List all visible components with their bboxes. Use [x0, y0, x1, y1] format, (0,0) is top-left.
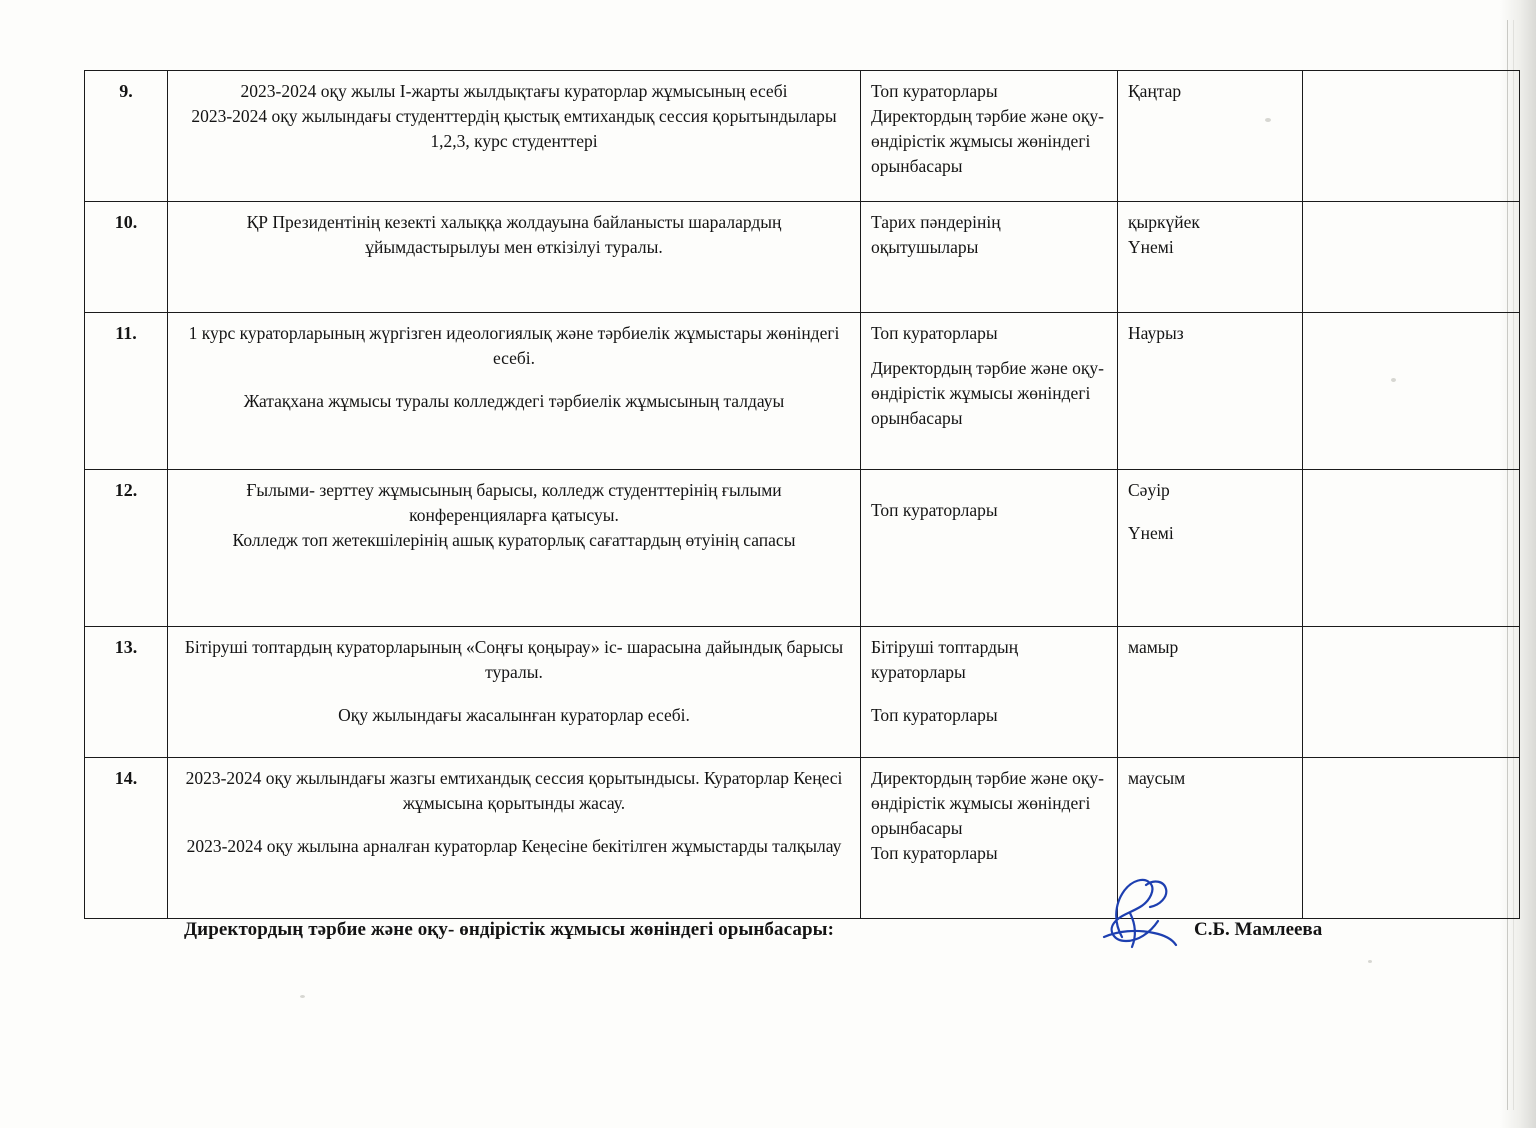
row-mark-cell — [1303, 758, 1520, 919]
signature-name: С.Б. Мамлеева — [1194, 919, 1323, 940]
row-responsible-cell — [861, 71, 1118, 202]
topic-line: Оқу жылындағы жасалынған кураторлар есебі. — [338, 704, 690, 725]
work-plan-table — [84, 70, 1520, 919]
date-line: Үнемі — [1128, 236, 1174, 257]
date-line: Наурыз — [1128, 323, 1184, 343]
responsible-line: Тарих пәндерінің оқытушылары — [871, 212, 1001, 257]
row-number: 11. — [115, 323, 137, 343]
topic-line: ҚР Президентінің кезекті халыққа жолдауына байланысты шаралардың ұйымдастырылуы мен өткізілуі туралы. — [246, 212, 782, 257]
row-date-cell — [1118, 313, 1303, 470]
row-responsible-cell — [861, 313, 1118, 470]
handwritten-signature-icon — [1084, 865, 1214, 955]
responsible-line: Топ кураторлары — [871, 81, 998, 101]
spacer — [178, 816, 850, 834]
row-topic-cell — [168, 313, 861, 470]
row-date-cell — [1118, 470, 1303, 627]
topic-line: Ғылыми- зерттеу жұмысының барысы, колледж студенттерінің ғылыми конференцияларға қатысуы. — [246, 480, 782, 525]
row-topic-cell — [168, 470, 861, 627]
date-line: қыркүйек — [1128, 212, 1200, 232]
responsible-line: Топ кураторлары — [871, 704, 998, 725]
row-responsible-cell — [861, 758, 1118, 919]
responsible-line: Директордың тәрбие және оқу- өндірістік жұмысы жөніндегі орынбасары — [871, 105, 1104, 176]
table-row — [85, 313, 1520, 470]
row-responsible-cell — [861, 202, 1118, 313]
row-topic-cell — [168, 758, 861, 919]
responsible-line: Топ кураторлары — [871, 500, 998, 520]
date-line: Қаңтар — [1128, 81, 1182, 101]
date-line: Үнемі — [1128, 522, 1174, 543]
date-line: маусым — [1128, 768, 1186, 788]
topic-line: 1 курс кураторларының жүргізген идеологиялық және тәрбиелік жұмыстары жөніндегі есебі. — [188, 323, 840, 368]
row-responsible-cell — [861, 470, 1118, 627]
row-topic-cell — [168, 627, 861, 758]
topic-line: 2023-2024 оқу жылына арналған кураторлар Кеңесіне бекітілген жұмыстарды талқылау — [186, 835, 842, 856]
table-row — [85, 470, 1520, 627]
topic-line: 2023-2024 оқу жылы І-жарты жылдықтағы кураторлар жұмысының есебі — [240, 81, 788, 101]
date-line: мамыр — [1128, 637, 1179, 657]
spacer — [178, 371, 850, 389]
row-mark-cell — [1303, 470, 1520, 627]
row-date-cell — [1118, 202, 1303, 313]
date-line: Сәуір — [1128, 480, 1170, 500]
signature-title: Директордың тәрбие және оқу- өндірістік жұмысы жөніндегі орынбасары: — [184, 919, 835, 940]
topic-line: Бітіруші топтардың кураторларының «Соңғы қоңырау» іс- шарасына дайындық барысы туралы. — [184, 637, 844, 682]
row-number-cell — [85, 71, 168, 202]
topic-line: 2023-2024 оқу жылындағы жазгы емтихандық сессия қорытындысы. Кураторлар Кеңесі жұмысына қорытынды жасау. — [185, 768, 843, 813]
row-number: 10. — [114, 212, 138, 232]
topic-line: Жатақхана жұмысы туралы колледждегі тәрбиелік жұмысының талдауы — [243, 390, 785, 411]
row-number-cell — [85, 627, 168, 758]
row-number-cell — [85, 313, 168, 470]
row-number-cell — [85, 202, 168, 313]
topic-line: Колледж топ жетекшілерінің ашық кураторлық сағаттардың өтуінің сапасы — [232, 529, 796, 550]
responsible-line: Топ кураторлары — [871, 842, 998, 863]
row-topic-cell — [168, 202, 861, 313]
spacer — [871, 346, 1107, 356]
row-number: 13. — [114, 637, 138, 657]
table-row — [85, 71, 1520, 202]
row-number: 12. — [114, 480, 138, 500]
row-date-cell — [1118, 627, 1303, 758]
table-row — [85, 627, 1520, 758]
responsible-line: Директордың тәрбие және оқу- өндірістік жұмысы жөніндегі орынбасары — [871, 357, 1104, 428]
row-responsible-cell — [861, 627, 1118, 758]
row-mark-cell — [1303, 202, 1520, 313]
responsible-line: Директордың тәрбие және оқу- өндірістік жұмысы жөніндегі орынбасары — [871, 768, 1104, 838]
topic-line: 2023-2024 оқу жылындағы студенттердің қыстық емтихандық сессия қорытындылары 1,2,3, курс студенттері — [191, 105, 837, 151]
row-number-cell — [85, 470, 168, 627]
row-mark-cell — [1303, 313, 1520, 470]
responsible-line: Бітіруші топтардың кураторлары — [871, 637, 1019, 682]
row-mark-cell — [1303, 627, 1520, 758]
row-date-cell — [1118, 71, 1303, 202]
scan-speck — [300, 995, 305, 998]
row-number: 14. — [114, 768, 138, 788]
table-row — [85, 202, 1520, 313]
spacer — [178, 685, 850, 703]
table-row — [85, 758, 1520, 919]
spacer — [1128, 503, 1292, 521]
responsible-line: Топ кураторлары — [871, 323, 998, 343]
row-number: 9. — [119, 81, 133, 101]
row-topic-cell — [168, 71, 861, 202]
signature-block — [84, 905, 1428, 965]
row-mark-cell — [1303, 71, 1520, 202]
row-number-cell — [85, 758, 168, 919]
spacer — [871, 685, 1107, 703]
